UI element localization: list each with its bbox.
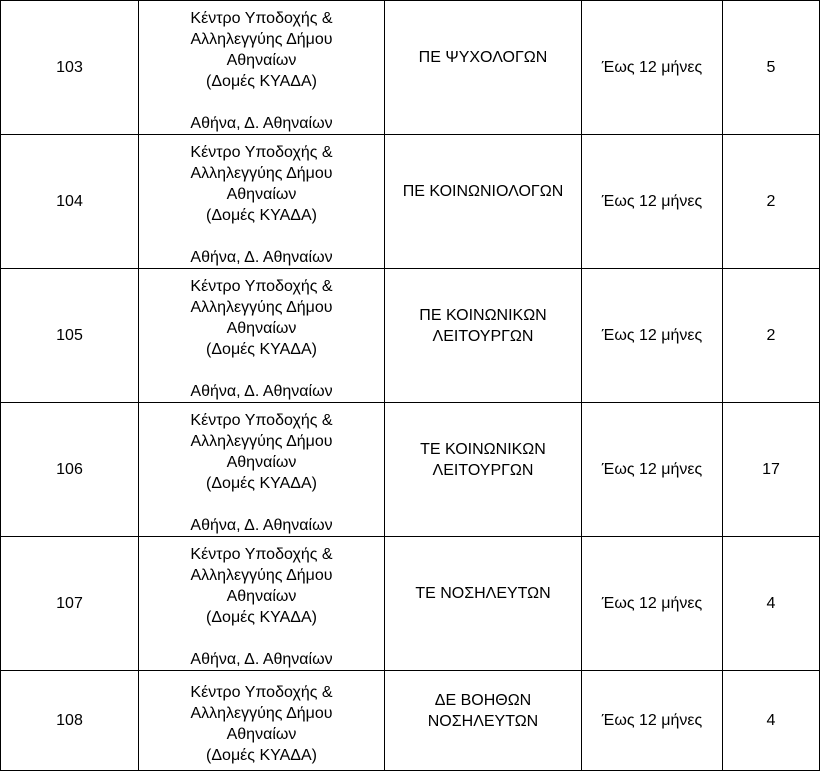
organization-line: Αλληλεγγύης Δήμου: [190, 31, 333, 48]
position-code-cell: [1, 1, 139, 135]
duration-label: Έως 12 μήνες: [601, 193, 703, 210]
table-row: [1, 135, 820, 269]
organization-spacer: [139, 226, 384, 247]
count-cell: [723, 269, 820, 403]
specialty-label: ΔΕ ΒΟΗΘΩΝ ΝΟΣΗΛΕΥΤΩΝ: [427, 691, 539, 730]
specialty-cell: [385, 135, 582, 269]
organization-line: Κέντρο Υποδοχής &: [190, 10, 333, 27]
organization-cell: [139, 403, 385, 537]
organization-cell: [139, 1, 385, 135]
specialty-label: ΠΕ ΚΟΙΝΩΝΙΚΩΝ ΛΕΙΤΟΥΡΓΩΝ: [419, 306, 547, 345]
duration-cell: [582, 403, 723, 537]
specialty-label: ΤΕ ΚΟΙΝΩΝΙΚΩΝ ΛΕΙΤΟΥΡΓΩΝ: [420, 440, 546, 479]
position-code-cell: [1, 403, 139, 537]
organization-line: (Δομές ΚΥΑΔΑ): [206, 341, 317, 358]
position-code-cell: [1, 671, 139, 771]
duration-cell: [582, 537, 723, 671]
organization-cell: [139, 269, 385, 403]
specialty-cell: [385, 671, 582, 771]
organization-line: Κέντρο Υποδοχής &: [190, 412, 333, 429]
organization-line: Αθηναίων: [226, 588, 297, 605]
organization-location: Αθήνα, Δ. Αθηναίων: [190, 651, 333, 668]
position-code: 103: [56, 59, 83, 76]
count-cell: [723, 403, 820, 537]
organization-line: Αθηναίων: [226, 52, 297, 69]
duration-label: Έως 12 μήνες: [601, 327, 703, 344]
organization-line: Αλληλεγγύης Δήμου: [190, 567, 333, 584]
duration-label: Έως 12 μήνες: [601, 712, 703, 729]
organization-cell: [139, 671, 385, 771]
duration-cell: [582, 1, 723, 135]
position-code-cell: [1, 537, 139, 671]
organization-line: Κέντρο Υποδοχής &: [190, 144, 333, 161]
duration-cell: [582, 135, 723, 269]
organization-line: (Δομές ΚΥΑΔΑ): [206, 609, 317, 626]
specialty-label: ΠΕ ΨΥΧΟΛΟΓΩΝ: [418, 49, 548, 66]
organization-spacer: [139, 494, 384, 515]
position-code: 105: [56, 327, 83, 344]
organization-location: Αθήνα, Δ. Αθηναίων: [190, 383, 333, 400]
organization-line: Αθηναίων: [226, 186, 297, 203]
position-count: 4: [766, 595, 776, 612]
organization-spacer: [139, 360, 384, 381]
organization-line: (Δομές ΚΥΑΔΑ): [206, 475, 317, 492]
position-count: 2: [766, 327, 776, 344]
organization-line: Κέντρο Υποδοχής &: [190, 278, 333, 295]
specialty-label: ΠΕ ΚΟΙΝΩΝΙΟΛΟΓΩΝ: [402, 183, 564, 200]
position-count: 4: [766, 712, 776, 729]
organization-line: (Δομές ΚΥΑΔΑ): [206, 207, 317, 224]
position-code-cell: [1, 135, 139, 269]
position-code: 107: [56, 595, 83, 612]
count-cell: [723, 537, 820, 671]
organization-line: Αλληλεγγύης Δήμου: [190, 433, 333, 450]
count-cell: [723, 135, 820, 269]
table-row: [1, 537, 820, 671]
organization-line: Κέντρο Υποδοχής &: [190, 684, 333, 701]
organization-line: Κέντρο Υποδοχής &: [190, 546, 333, 563]
specialty-label: ΤΕ ΝΟΣΗΛΕΥΤΩΝ: [415, 585, 551, 602]
specialty-cell: [385, 537, 582, 671]
count-cell: [723, 1, 820, 135]
duration-cell: [582, 269, 723, 403]
position-code: 106: [56, 461, 83, 478]
organization-line: Αλληλεγγύης Δήμου: [190, 165, 333, 182]
position-count: 17: [762, 461, 780, 478]
duration-label: Έως 12 μήνες: [601, 595, 703, 612]
organization-spacer: [139, 628, 384, 649]
organization-cell: [139, 135, 385, 269]
duration-label: Έως 12 μήνες: [601, 461, 703, 478]
position-count: 2: [766, 193, 776, 210]
table-row: [1, 671, 820, 771]
organization-line: Αλληλεγγύης Δήμου: [190, 705, 333, 722]
specialty-cell: [385, 1, 582, 135]
organization-spacer: [139, 92, 384, 113]
organization-location: Αθήνα, Δ. Αθηναίων: [190, 249, 333, 266]
duration-cell: [582, 671, 723, 771]
position-count: 5: [766, 59, 776, 76]
organization-location: Αθήνα, Δ. Αθηναίων: [190, 115, 333, 132]
organization-line: Αλληλεγγύης Δήμου: [190, 299, 333, 316]
organization-line: (Δομές ΚΥΑΔΑ): [206, 747, 317, 764]
organization-line: Αθηναίων: [226, 454, 297, 471]
organization-cell: [139, 537, 385, 671]
specialty-cell: [385, 403, 582, 537]
position-code-cell: [1, 269, 139, 403]
table-row: [1, 403, 820, 537]
organization-line: (Δομές ΚΥΑΔΑ): [206, 73, 317, 90]
organization-line: Αθηναίων: [226, 726, 297, 743]
position-code: 108: [56, 712, 83, 729]
organization-line: Αθηναίων: [226, 320, 297, 337]
specialty-cell: [385, 269, 582, 403]
position-code: 104: [56, 193, 83, 210]
table-row: [1, 1, 820, 135]
count-cell: [723, 671, 820, 771]
table-row: [1, 269, 820, 403]
organization-location: Αθήνα, Δ. Αθηναίων: [190, 517, 333, 534]
duration-label: Έως 12 μήνες: [601, 59, 703, 76]
